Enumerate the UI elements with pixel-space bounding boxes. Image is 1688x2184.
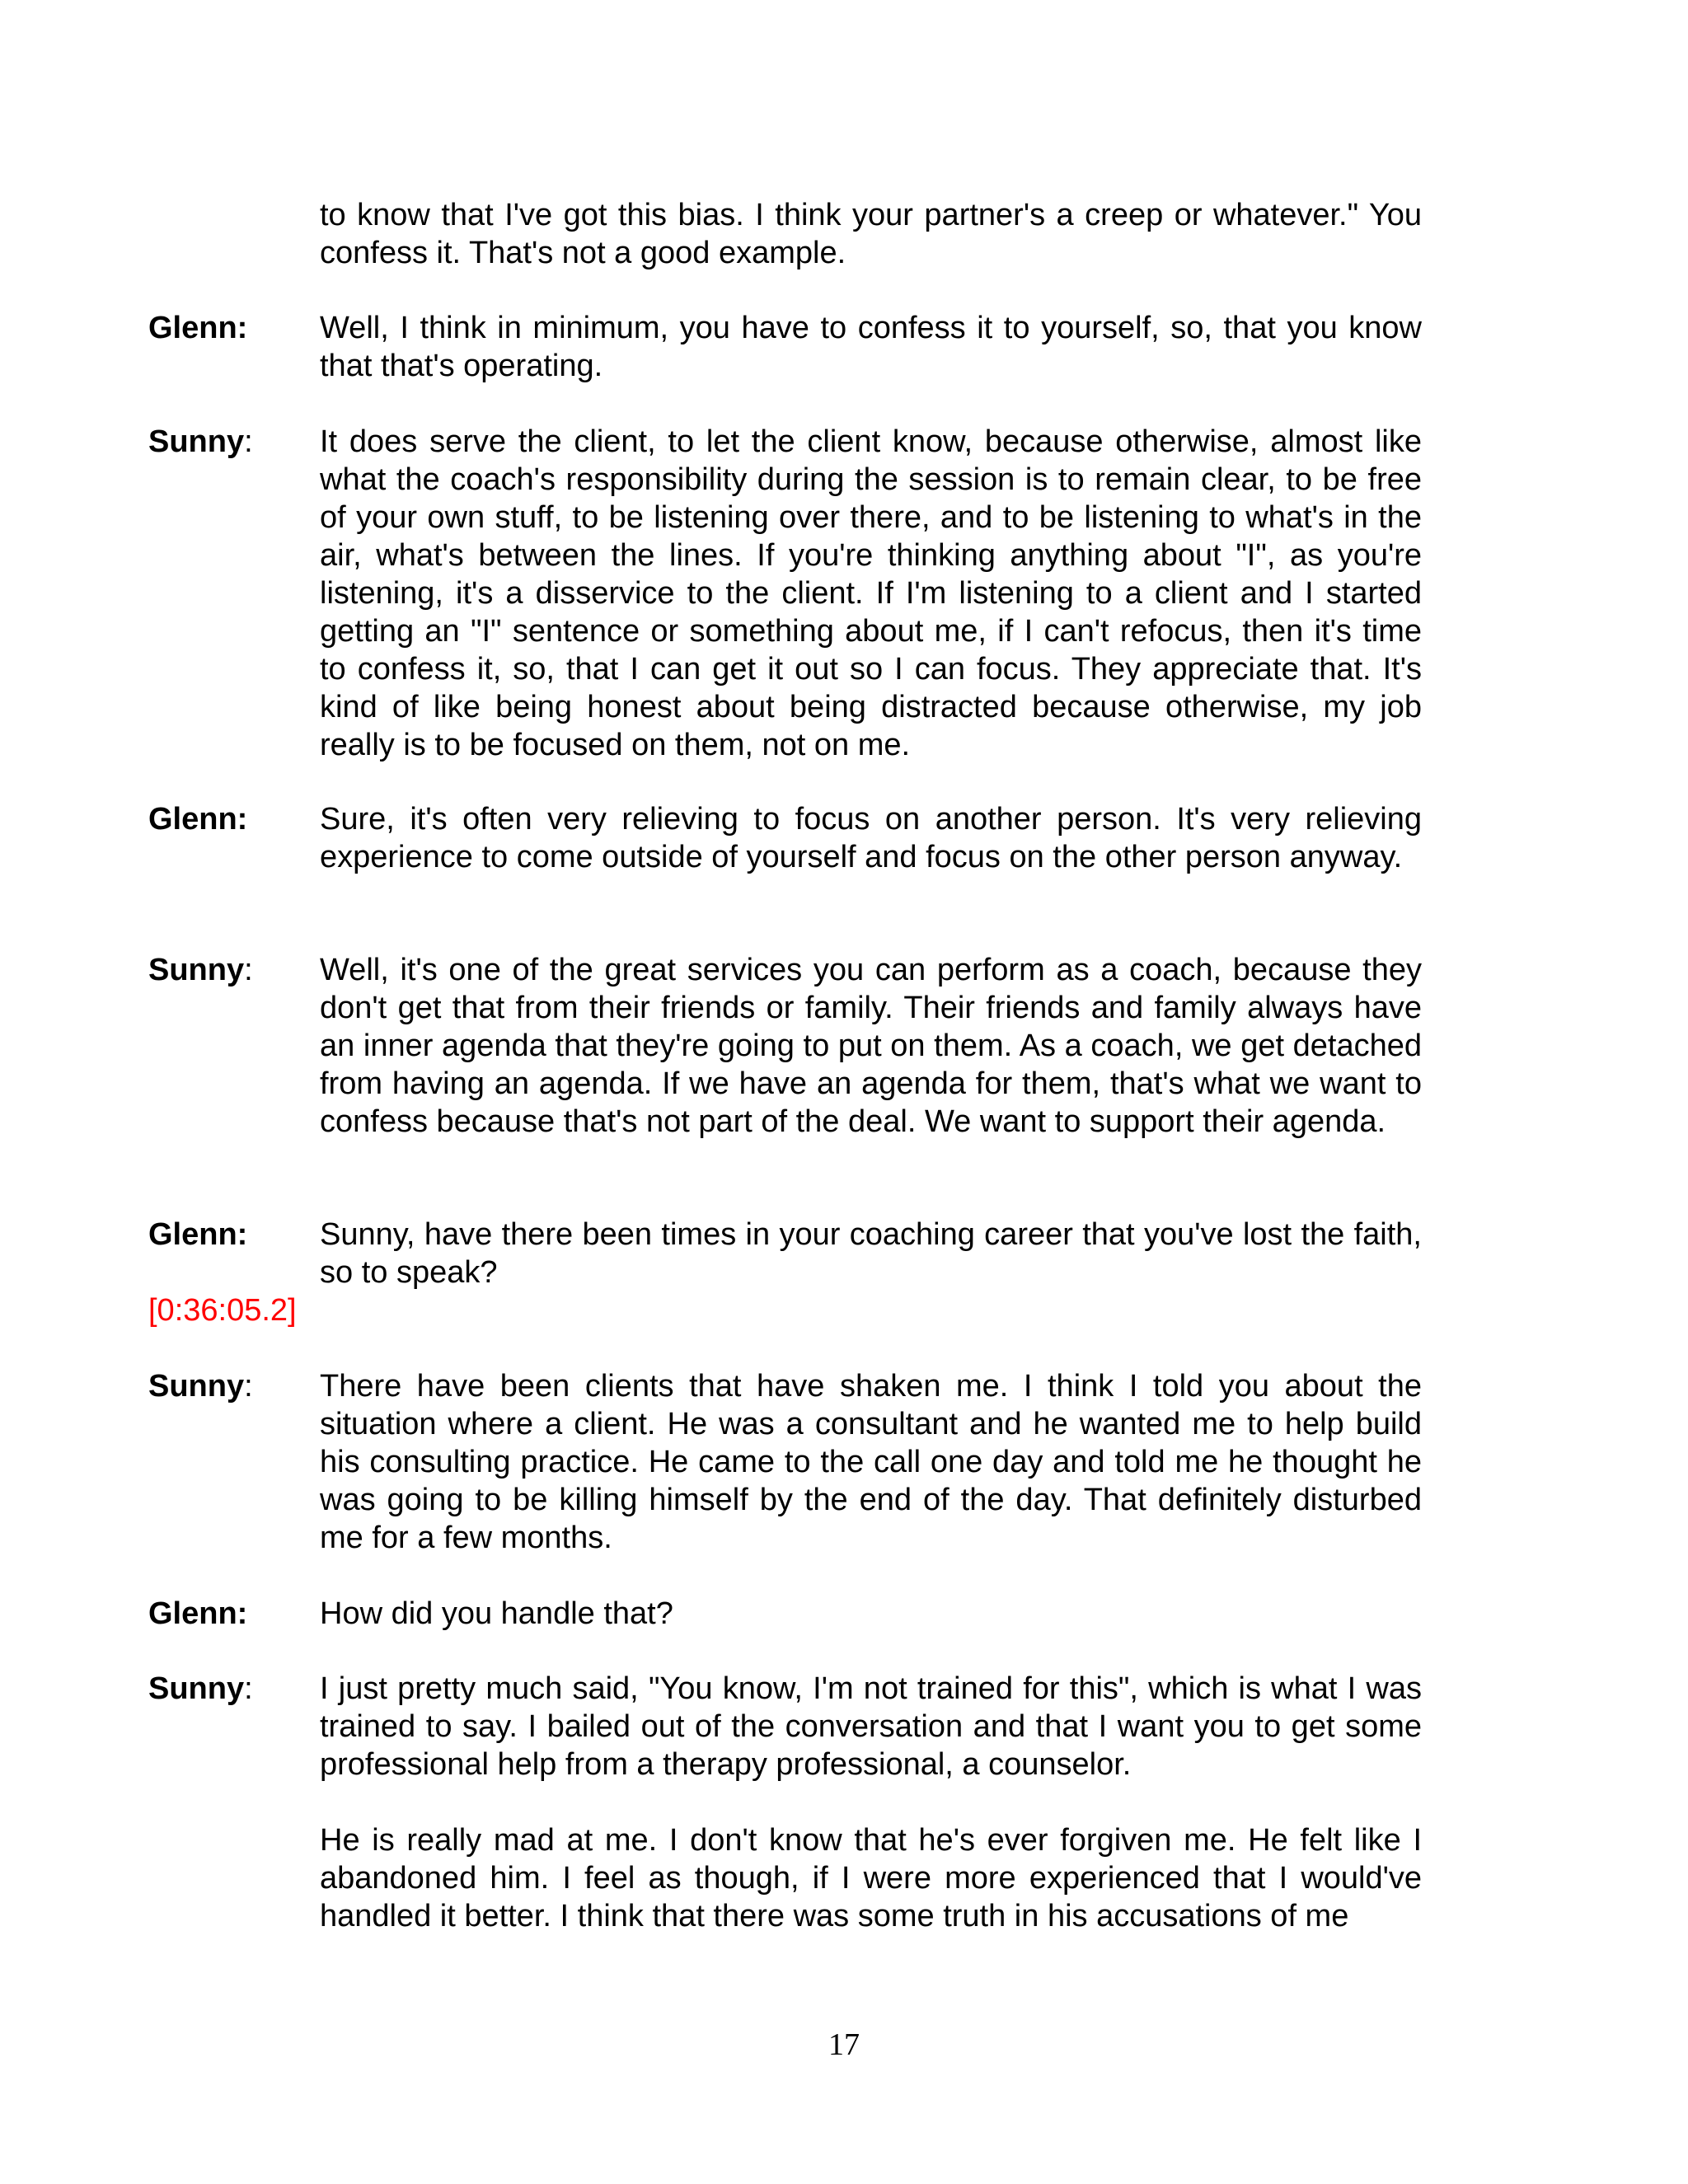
speaker-name: Glenn:	[148, 1217, 248, 1252]
speaker-label	[148, 951, 253, 989]
dialogue-text: He is really mad at me. I don't know that he's ever forgiven me. He felt like I abandoned him. I feel as though, if I were more experienced that I would've handled it better. I think that there was some truth in his accusations of me	[320, 1823, 1422, 1933]
dialogue-text: How did you handle that?	[320, 1596, 673, 1631]
page-number: 17	[828, 2027, 860, 2062]
dialogue-text: Well, it's one of the great services you can perform as a coach, because they don't get that from their friends or family. Their friends and family always have an inner agenda that they're going to put on them. As a coach, we get detached from having an agenda. If we have an agenda for them, that's what we want to confess because that's not part of the deal. We want to support their agenda.	[320, 953, 1422, 1139]
speaker-colon: :	[244, 1369, 253, 1404]
speaker-name: Glenn:	[148, 802, 248, 837]
speaker-label	[148, 423, 253, 461]
dialogue-text: to know that I've got this bias. I think your partner's a creep or whatever." You confess it. That's not a good example.	[320, 198, 1422, 270]
dialogue-text: It does serve the client, to let the client know, because otherwise, almost like what the coach's responsibility during the session is to remain clear, to be free of your own stuff, to be listening over there, and to be listening to what's in the air, what's between the lines. If you're thinking anything about "I", as you're listening, it's a disservice to the client. If I'm listening to a client and I started getting an "I" sentence or something about me, if I can't refocus, then it's time to confess it, so, that I can get it out so I can focus. They appreciate that. It's kind of like being honest about being distracted because otherwise, my job really is to be focused on them, not on me.	[320, 424, 1422, 762]
speaker-name: Sunny	[148, 424, 245, 459]
speaker-name: Glenn:	[148, 311, 248, 345]
speaker-name: Sunny	[148, 1671, 245, 1706]
speaker-name: Sunny	[148, 1369, 245, 1404]
dialogue-text: Well, I think in minimum, you have to confess it to yourself, so, that you know that that's operating.	[320, 311, 1422, 383]
speaker-label	[148, 1216, 247, 1254]
speaker-colon: :	[244, 953, 253, 987]
dialogue-text: I just pretty much said, "You know, I'm not trained for this", which is what I was trained to say. I bailed out of the conversation and that I want you to get some professional help from a therapy professional, a counselor.	[320, 1671, 1422, 1782]
timestamp: [0:36:05.2]	[148, 1293, 297, 1328]
dialogue-text: Sunny, have there been times in your coaching career that you've lost the faith, so to speak?	[320, 1217, 1422, 1290]
speaker-label	[148, 1595, 247, 1633]
speaker-label	[148, 800, 247, 838]
speaker-colon: :	[244, 1671, 253, 1706]
speaker-colon: :	[244, 424, 253, 459]
speaker-name: Glenn:	[148, 1596, 248, 1631]
dialogue-text: Sure, it's often very relieving to focus on another person. It's very relieving experience to come outside of yourself and focus on the other person anyway.	[320, 802, 1422, 874]
speaker-label	[148, 309, 247, 347]
dialogue-text: There have been clients that have shaken me. I think I told you about the situation where a client. He was a consultant and he wanted me to help build his consulting practice. He came to the call one day and told me he thought he was going to be killing himself by the end of the day. That definitely disturbed me for a few months.	[320, 1369, 1422, 1555]
speaker-name: Sunny	[148, 953, 245, 987]
speaker-label	[148, 1367, 253, 1405]
speaker-label	[148, 1670, 253, 1708]
